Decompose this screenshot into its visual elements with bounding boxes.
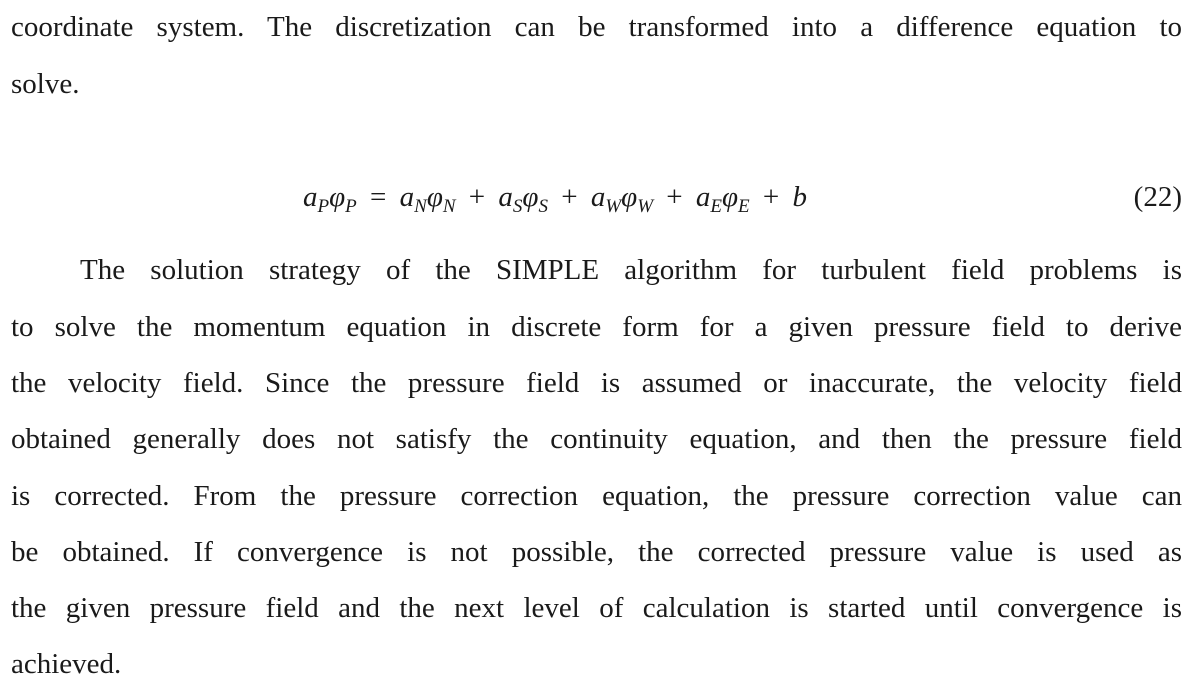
text-line: is corrected. From the pressure correction equation, the pressure correction value can [11, 480, 1182, 512]
text-line: solve. [11, 68, 80, 100]
eq-term: b [792, 181, 807, 213]
eq-term: $\varphi_E$ [721, 181, 750, 217]
eq-term: $\varphi_W$ [621, 181, 654, 217]
eq-term: $a_E$ [695, 181, 722, 217]
eq-operator: + [762, 181, 780, 213]
eq-operator: + [561, 181, 578, 213]
eq-term: $a_S$ [498, 181, 523, 217]
equation-body [303, 180, 807, 217]
text-line: the given pressure field and the next level of calculation is started until convergence is [11, 592, 1182, 624]
text-line: be obtained. If convergence is not possible, the corrected pressure value is used as [11, 536, 1182, 568]
eq-operator: + [666, 181, 683, 213]
text-line: coordinate system. The discretization can be transformed into a difference equation to [11, 11, 1182, 43]
equation-22 [0, 180, 1192, 220]
eq-term: $\varphi_S$ [522, 181, 548, 217]
text-line: the velocity field. Since the pressure field is assumed or inaccurate, the velocity field [11, 367, 1182, 399]
eq-term: $a_P$ [303, 181, 330, 217]
eq-operator: = [370, 181, 387, 213]
eq-term: $a_W$ [590, 181, 622, 217]
text-line: obtained generally does not satisfy the continuity equation, and then the pressure field [11, 423, 1182, 455]
eq-term: $\varphi_P$ [329, 181, 357, 217]
text-line: achieved. [11, 648, 122, 680]
eq-term: $\varphi_N$ [426, 181, 456, 217]
text-line: to solve the momentum equation in discrete form for a given pressure field to derive [11, 311, 1182, 343]
text-line: The solution strategy of the SIMPLE algorithm for turbulent field problems is [80, 254, 1182, 286]
eq-term: $a_N$ [399, 181, 427, 217]
eq-operator: + [468, 181, 486, 213]
equation-number: (22) [1133, 181, 1182, 213]
